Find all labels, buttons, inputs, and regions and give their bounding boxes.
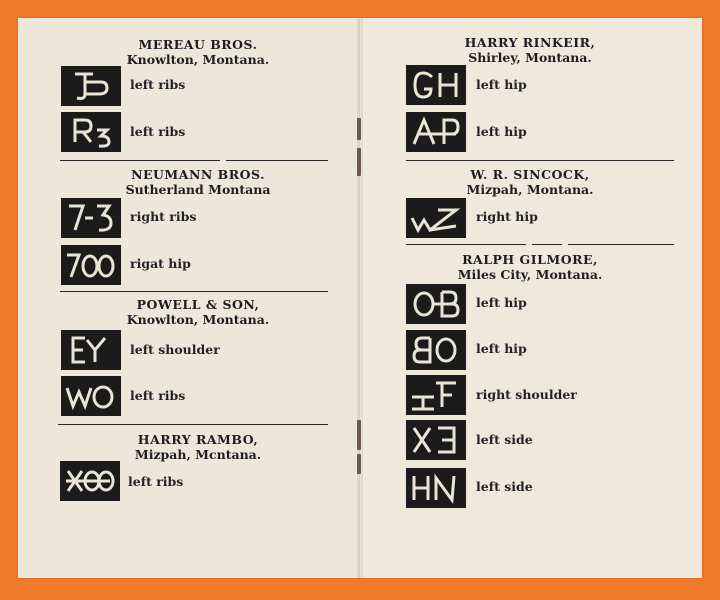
brand-hf-icon [406, 375, 466, 415]
brand-location: left hip [476, 295, 527, 310]
brand-xe-icon [406, 420, 466, 460]
owner-block [410, 35, 650, 65]
booklet [18, 18, 702, 580]
owner-name: HARRY RINKEIR, [464, 35, 596, 50]
owner-name: RALPH GILMORE, [462, 252, 598, 267]
brand-location: right shoulder [476, 387, 577, 402]
brand-location: left hip [476, 341, 527, 356]
owner-block [78, 432, 318, 462]
brand-hn-icon [406, 468, 466, 508]
owner-town: Miles City, Montana. [457, 267, 603, 282]
divider [58, 424, 328, 425]
brand-bo-icon [406, 330, 466, 370]
owner-town: Knowlton, Montana. [126, 312, 270, 327]
staple [357, 454, 361, 474]
staple [357, 420, 361, 450]
brand-location: left hip [476, 77, 527, 92]
brand-ey-icon [61, 330, 121, 370]
divider [60, 160, 220, 161]
owner-town: Sutherland Montana [125, 182, 271, 197]
brand-location: left side [476, 479, 533, 494]
owner-block [78, 37, 318, 67]
divider [226, 160, 328, 161]
brand-gh-icon [406, 65, 466, 105]
brand-ap-icon [406, 112, 466, 152]
brand-location: right ribs [130, 209, 197, 224]
right-page [360, 18, 702, 578]
divider [406, 160, 674, 161]
staple [357, 118, 361, 140]
owner-block [410, 167, 650, 197]
brand-location: left shoulder [130, 342, 220, 357]
owner-name: HARRY RAMBO, [137, 432, 259, 447]
left-page [18, 18, 360, 578]
booklet-spine [357, 18, 363, 578]
brand-jb-icon [61, 66, 121, 106]
owner-block [410, 252, 650, 282]
owner-block [78, 167, 318, 197]
brand-location: left ribs [128, 474, 184, 489]
owner-town: Knowlton, Montana. [126, 52, 270, 67]
brand-ws-icon [406, 198, 466, 238]
divider [532, 244, 562, 245]
brand-700-icon [61, 245, 121, 285]
brand-r3-icon [61, 112, 121, 152]
owner-name: W. R. SINCOCK, [470, 167, 590, 182]
brand-location: right hip [476, 209, 538, 224]
owner-name: MEREAU BROS. [138, 37, 258, 52]
owner-name: NEUMANN BROS. [131, 167, 265, 182]
owner-town: Mizpah, Montana. [466, 182, 594, 197]
brand-location: left hip [476, 124, 527, 139]
staple [357, 148, 361, 176]
brand-location: rigat hip [130, 256, 191, 271]
owner-name: POWELL & SON, [136, 297, 260, 312]
brand-location: left ribs [130, 388, 186, 403]
divider [60, 291, 328, 292]
brand-location: left ribs [130, 77, 186, 92]
brand-xoo-icon [60, 461, 120, 501]
owner-block [78, 297, 318, 327]
divider [406, 244, 526, 245]
brand-ob-icon [406, 284, 466, 324]
owner-town: Shirley, Montana. [468, 50, 592, 65]
owner-town: Mizpah, Mcntana. [134, 447, 262, 462]
brand-location: left side [476, 432, 533, 447]
brand-wo-icon [61, 376, 121, 416]
brand-location: left ribs [130, 124, 186, 139]
divider [568, 244, 674, 245]
brand-73-icon [61, 198, 121, 238]
